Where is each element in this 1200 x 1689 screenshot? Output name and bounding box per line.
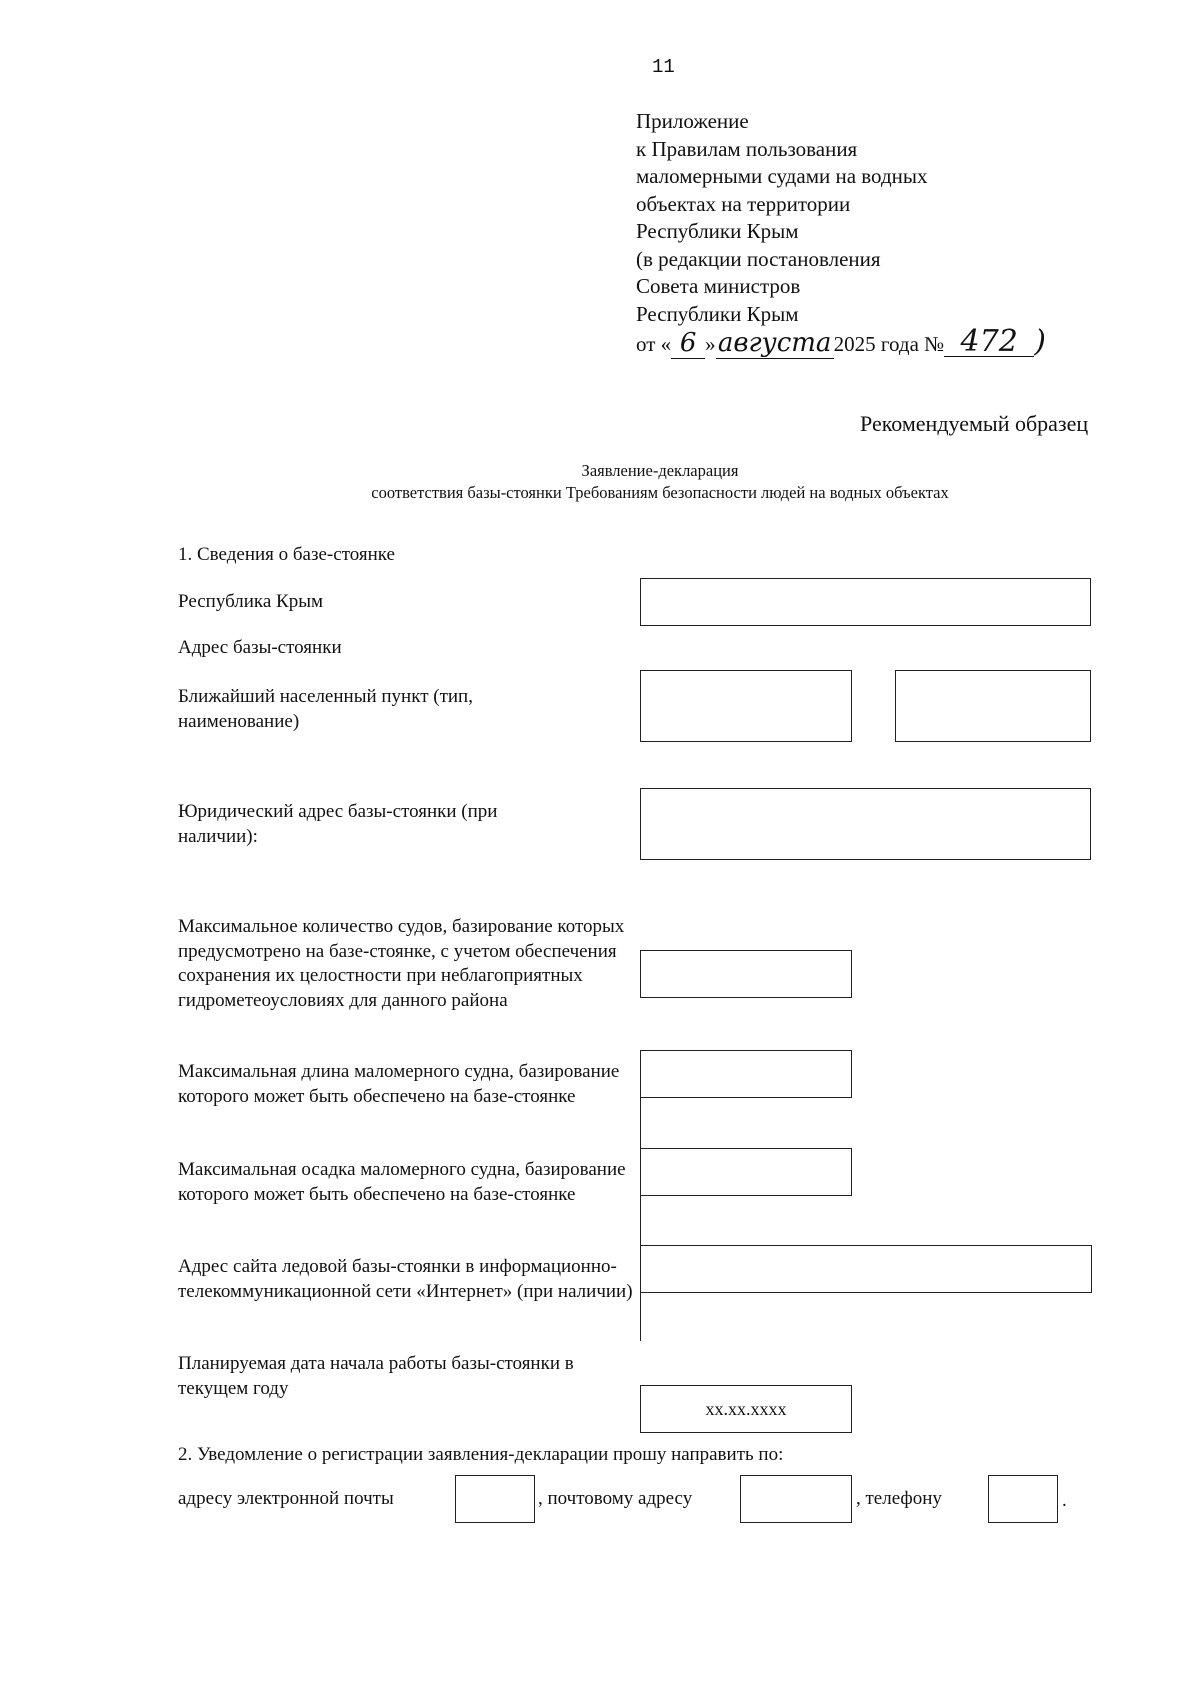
max-length-field[interactable]	[640, 1050, 852, 1098]
appendix-line: Приложение	[636, 109, 749, 133]
title-line-2: соответствия базы-стоянки Требованиям безопасности людей на водных объектах	[371, 483, 949, 502]
title-line-1: Заявление-декларация	[581, 461, 739, 480]
section1-heading: 1. Сведения о базе-стоянке	[178, 544, 395, 565]
postal-option-label: , почтовому адресу	[538, 1488, 693, 1509]
legal-address-label: Юридический адрес базы-стоянки (при наличии):	[178, 801, 498, 847]
max-length-label: Максимальная длина маломерного судна, базирование которого может быть обеспечено на базе-стоянке	[178, 1061, 620, 1107]
page-number: 11	[652, 56, 675, 78]
republic-label: Республика Крым	[178, 591, 324, 612]
appendix-line: объектах на территории	[636, 191, 851, 216]
section2-heading: 2. Уведомление о регистрации заявления-декларации прошу направить по:	[178, 1444, 784, 1465]
appendix-header	[636, 108, 1046, 358]
form-divider-line	[640, 1293, 641, 1341]
appendix-line: Совета министров	[636, 274, 801, 298]
legal-address-field[interactable]	[640, 788, 1091, 860]
website-field[interactable]	[640, 1245, 1092, 1293]
recommended-sample-label: Рекомендуемый образец	[860, 411, 1089, 436]
max-vessels-field[interactable]	[640, 950, 852, 998]
date-prefix: от «	[636, 332, 672, 356]
email-option-checkbox[interactable]	[455, 1475, 535, 1523]
decree-date-line	[636, 324, 1046, 359]
republic-field[interactable]	[640, 578, 1091, 626]
handwritten-month: августа	[716, 330, 834, 359]
form-divider-line	[640, 1196, 641, 1246]
handwritten-decree-number: 472	[944, 328, 1034, 357]
appendix-line: к Правилам пользования	[636, 136, 858, 161]
email-option-label: адресу электронной почты	[178, 1488, 394, 1509]
form-divider-line	[640, 1098, 641, 1150]
appendix-line: маломерными судами на водных	[636, 164, 928, 188]
appendix-line: (в редакции постановления	[636, 246, 881, 271]
settlement-type-field[interactable]	[640, 670, 852, 742]
address-label: Адрес базы-стоянки	[178, 637, 342, 658]
phone-option-checkbox[interactable]	[988, 1475, 1058, 1523]
appendix-line: Республики Крым	[636, 219, 799, 243]
start-date-label: Планируемая дата начала работы базы-стоянки в текущем году	[178, 1353, 574, 1399]
postal-option-checkbox[interactable]	[740, 1475, 852, 1523]
website-label: Адрес сайта ледовой базы-стоянки в информационно-телекоммуникационной сети «Интернет» (при наличии)	[178, 1256, 633, 1302]
start-date-field[interactable]: xx.xx.xxxx	[640, 1385, 852, 1433]
handwritten-day: 6	[671, 330, 705, 359]
appendix-line: Республики Крым	[636, 301, 799, 326]
date-year-text: 2025 года №	[833, 332, 945, 356]
handwritten-paren-mark: )	[1034, 324, 1046, 359]
settlement-label: Ближайший населенный пункт (тип, наименование)	[178, 686, 473, 732]
max-vessels-label: Максимальное количество судов, базирование которых предусмотрено на базе-стоянке, с учетом обеспечения сохранения их целостности при неблагоприятных гидрометеоусловиях для данного района	[178, 916, 625, 1011]
max-draft-label: Максимальная осадка маломерного судна, базирование которого может быть обеспечено на базе-стоянке	[178, 1159, 626, 1205]
document-title	[0, 460, 1200, 504]
date-day-close: »	[705, 332, 716, 356]
settlement-name-field[interactable]	[895, 670, 1091, 742]
end-mark: .	[1062, 1490, 1067, 1511]
phone-option-label: , телефону	[856, 1488, 942, 1509]
max-draft-field[interactable]	[640, 1148, 852, 1196]
